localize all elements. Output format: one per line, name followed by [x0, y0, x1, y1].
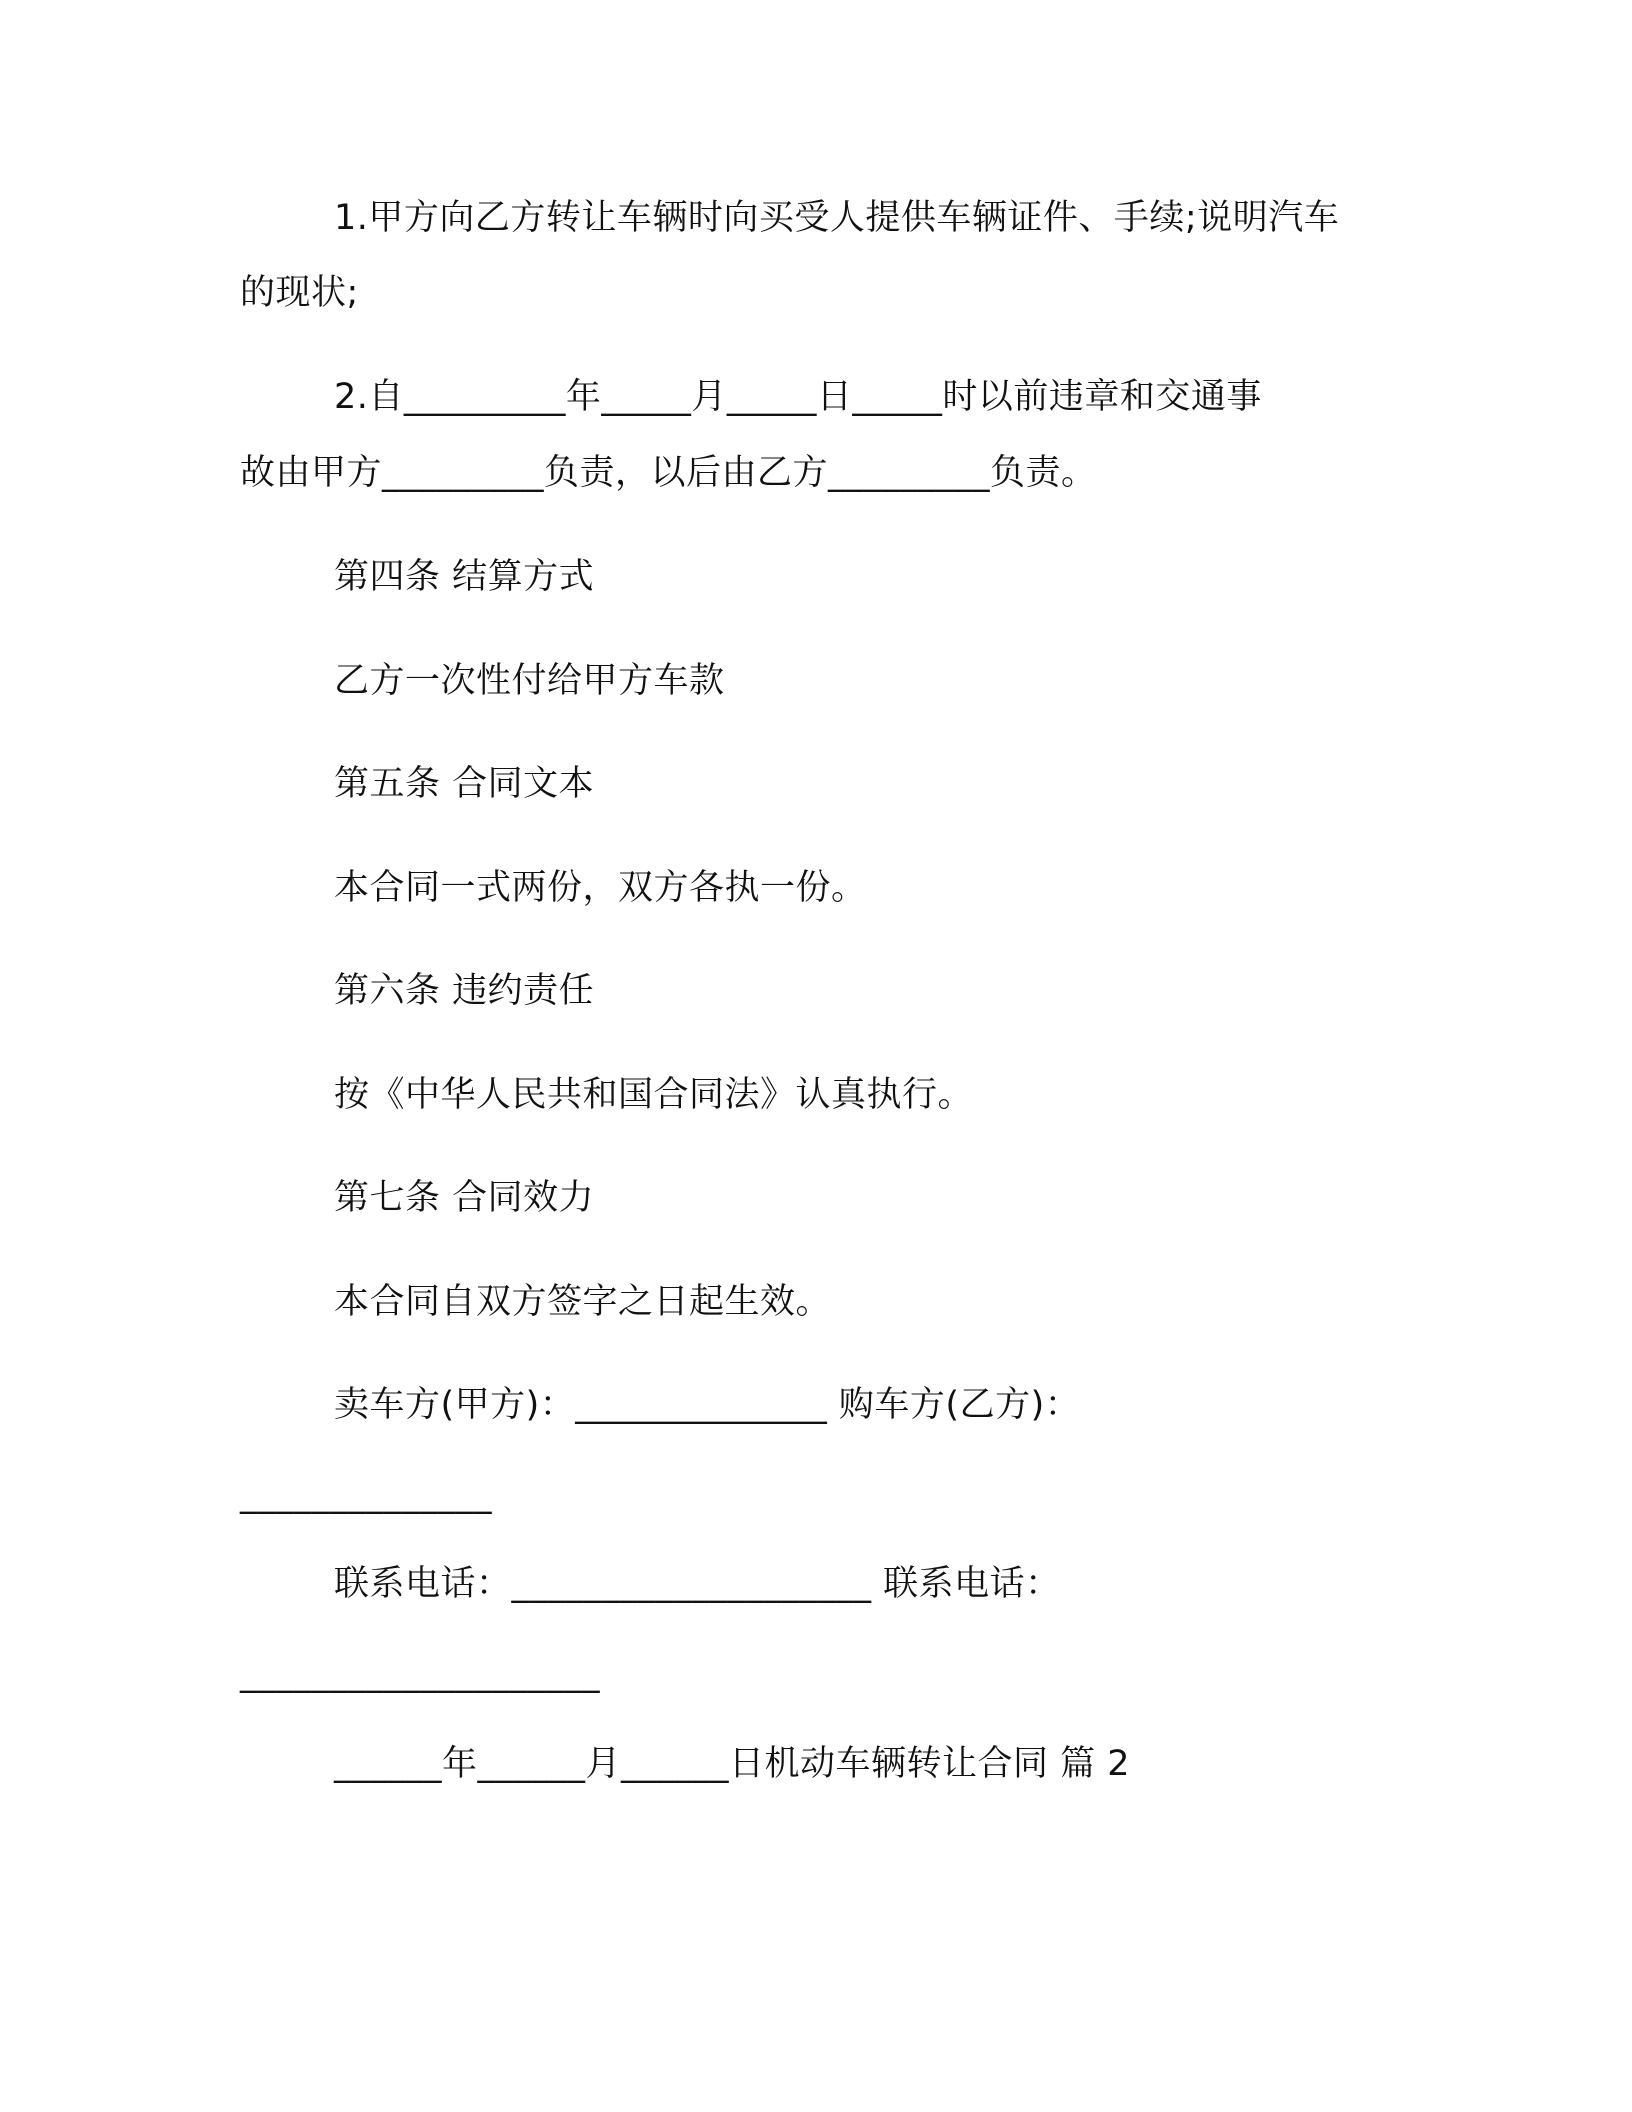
- clause-item-1-line-1: 1.甲方向乙方转让车辆时向买受人提供车辆证件、手续;说明汽车: [334, 198, 1340, 238]
- clause-item-1-line-2: 的现状;: [240, 273, 359, 313]
- article-5-body: 本合同一式两份，双方各执一份。: [334, 868, 867, 908]
- clause-item-2-line-1: 2.自_________年_____月_____日_____时以前违章和交通事: [334, 377, 1262, 417]
- date-and-section-heading: ______年______月______日机动车辆转让合同 篇 2: [334, 1744, 1131, 1784]
- phone-buyer-blank: ____________________: [240, 1654, 600, 1694]
- article-5-title: 第五条 合同文本: [334, 764, 595, 804]
- article-4-body: 乙方一次性付给甲方车款: [334, 661, 725, 701]
- phone-line: 联系电话：____________________ 联系电话：: [334, 1564, 1061, 1604]
- signature-buyer-blank: ______________: [240, 1475, 492, 1515]
- signature-seller-buyer-line: 卖车方(甲方)：______________ 购车方(乙方)：: [334, 1385, 1081, 1425]
- clause-item-2-line-2: 故由甲方_________负责，以后由乙方_________负责。: [240, 453, 1097, 493]
- article-6-title: 第六条 违约责任: [334, 971, 595, 1011]
- article-7-body: 本合同自双方签字之日起生效。: [334, 1282, 832, 1322]
- article-4-title: 第四条 结算方式: [334, 557, 595, 597]
- article-6-body: 按《中华人民共和国合同法》认真执行。: [334, 1075, 974, 1115]
- article-7-title: 第七条 合同效力: [334, 1178, 595, 1218]
